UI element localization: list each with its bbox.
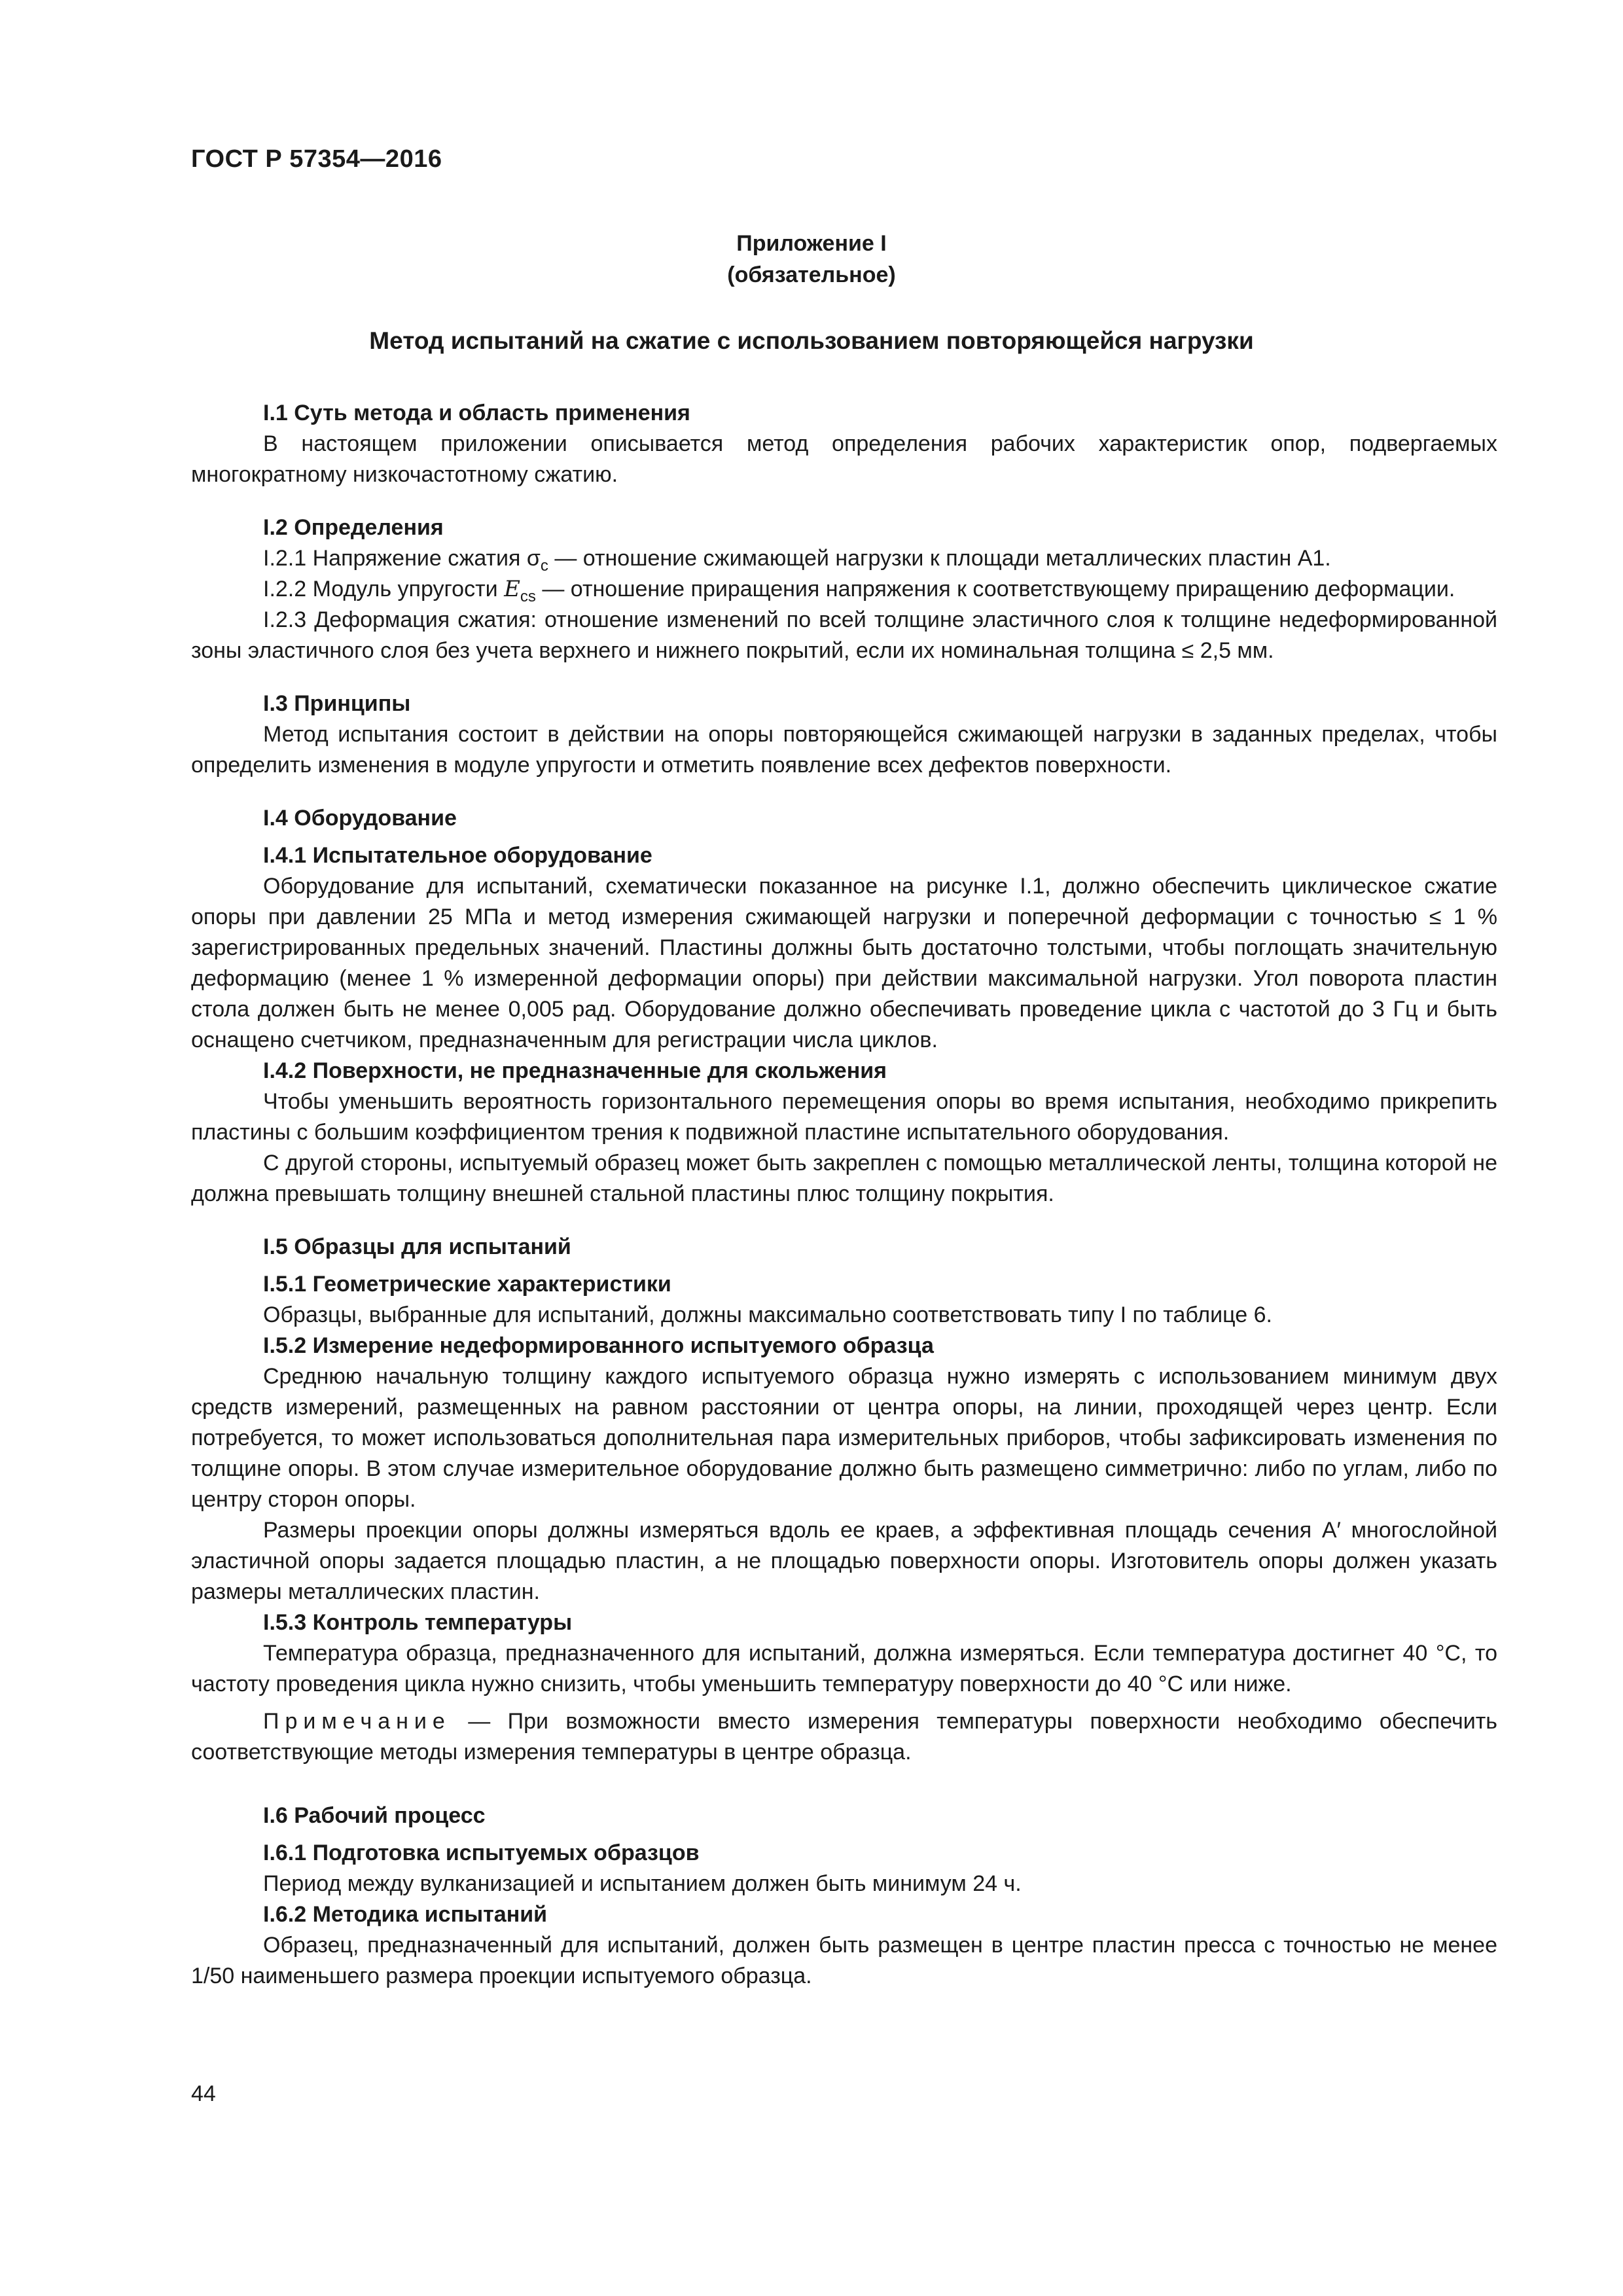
appendix-title: Приложение I: [736, 231, 887, 256]
subsection-heading-5-3: I.5.3 Контроль температуры: [263, 1610, 573, 1635]
note-label: Примечание: [263, 1709, 451, 1734]
paragraph: Размеры проекции опоры должны измеряться вдоль ее краев, а эффективная площадь сечения A′ многослойной эластичной опоры задается площадью пластин, а не площадью поверхности опоры. Изготовитель опоры должен указать размеры металлических пластин.: [191, 1518, 1497, 1604]
document-body: [191, 398, 1497, 1992]
definition-2-symbol: E: [504, 576, 520, 602]
page-number: 44: [191, 2081, 216, 2106]
section-heading-3: I.3 Принципы: [263, 691, 411, 716]
definition-1-subscript: c: [540, 556, 548, 575]
subsection-heading-5-1: I.5.1 Геометрические характеристики: [263, 1272, 671, 1297]
note: [191, 1706, 1497, 1768]
definition-1: [191, 543, 1497, 574]
subsection-heading-5-2: I.5.2 Измерение недеформированного испытуемого образца: [263, 1333, 934, 1358]
definition-1-text: I.2.1 Напряжение сжатия σ: [263, 546, 541, 571]
paragraph: С другой стороны, испытуемый образец может быть закреплен с помощью металлической ленты, толщина которой не должна превышать толщину внешней стальной пластины плюс толщину покрытия.: [191, 1151, 1497, 1206]
definition-2-text: I.2.2 Модуль упругости: [263, 577, 505, 601]
paragraph: Оборудование для испытаний, схематически показанное на рисунке I.1, должно обеспечить циклическое сжатие опоры при давлении 25 МПа и метод измерения сжимающей нагрузки и поперечной деформации с точностью ≤ 1 % зарегистрированных предельных значений. Пластины должны быть достаточно толстыми, чтобы поглощать значительную деформацию (менее 1 % измеренной деформации опоры) при действии максимальной нагрузки. Угол поворота пластин стола должен быть не менее 0,005 рад. Оборудование должно обеспечивать проведение цикла с частотой до 3 Гц и быть оснащено счетчиком, предназначенным для регистрации числа циклов.: [191, 874, 1497, 1052]
section-heading-5: I.5 Образцы для испытаний: [263, 1234, 571, 1259]
subsection-heading-4-2: I.4.2 Поверхности, не предназначенные для скольжения: [263, 1058, 887, 1083]
section-heading-1: I.1 Суть метода и область применения: [263, 401, 690, 425]
appendix-heading: Метод испытаний на сжатие с использованием повторяющейся нагрузки: [369, 327, 1254, 354]
section-heading-4: I.4 Оборудование: [263, 806, 457, 831]
paragraph: Температура образца, предназначенного для испытаний, должна измеряться. Если температура достигнет 40 °С, то частоту проведения цикла нужно снизить, чтобы уменьшить температуру поверхности до 40 °С или ниже.: [191, 1641, 1497, 1696]
definition-2-subscript: cs: [520, 587, 536, 605]
note-text: — При возможности вместо измерения температуры поверхности необходимо обеспечить соответствующие методы измерения температуры в центре образца.: [191, 1709, 1497, 1765]
subsection-heading-6-2: I.6.2 Методика испытаний: [263, 1902, 548, 1927]
paragraph: Чтобы уменьшить вероятность горизонтального перемещения опоры во время испытания, необходимо прикрепить пластины с большим коэффициентом трения к подвижной пластине испытательного оборудования.: [191, 1089, 1497, 1145]
paragraph: Образец, предназначенный для испытаний, должен быть размещен в центре пластин пресса с точностью не менее 1/50 наименьшего размера проекции испытуемого образца.: [191, 1933, 1497, 1988]
definition-3: I.2.3 Деформация сжатия: отношение изменений по всей толщине эластичного слоя к толщине недеформированной зоны эластичного слоя без учета верхнего и нижнего покрытий, если их номинальная толщина ≤ 2,5 мм.: [191, 607, 1497, 663]
appendix-status: (обязательное): [727, 262, 896, 287]
document-code: ГОСТ Р 57354—2016: [191, 145, 442, 173]
paragraph: В настоящем приложении описывается метод определения рабочих характеристик опор, подвергаемых многократному низкочастотному сжатию.: [191, 431, 1497, 487]
paragraph: Среднюю начальную толщину каждого испытуемого образца нужно измерять с использованием минимум двух средств измерений, размещенных на равном расстоянии от центра опоры, на линии, проходящей через центр. Если потребуется, то может использоваться дополнительная пара измерительных приборов, чтобы зафиксировать изменения по толщине опоры. В этом случае измерительное оборудование должно быть размещено симметрично: либо по углам, либо по центру сторон опоры.: [191, 1364, 1497, 1512]
definition-1-rest: — отношение сжимающей нагрузки к площади металлических пластин A1.: [548, 546, 1331, 571]
paragraph: Период между вулканизацией и испытанием должен быть минимум 24 ч.: [263, 1871, 1022, 1896]
section-heading-6: I.6 Рабочий процесс: [263, 1803, 486, 1828]
paragraph: Метод испытания состоит в действии на опоры повторяющейся сжимающей нагрузки в заданных пределах, чтобы определить изменения в модуле упругости и отметить появление всех дефектов поверхности.: [191, 722, 1497, 778]
definition-2-rest: — отношение приращения напряжения к соответствующему приращению деформации.: [535, 577, 1455, 601]
subsection-heading-4-1: I.4.1 Испытательное оборудование: [263, 843, 652, 868]
paragraph: Образцы, выбранные для испытаний, должны максимально соответствовать типу I по таблице 6.: [263, 1302, 1272, 1327]
subsection-heading-6-1: I.6.1 Подготовка испытуемых образцов: [263, 1840, 700, 1865]
definition-2: [191, 574, 1497, 605]
section-heading-2: I.2 Определения: [263, 515, 444, 540]
